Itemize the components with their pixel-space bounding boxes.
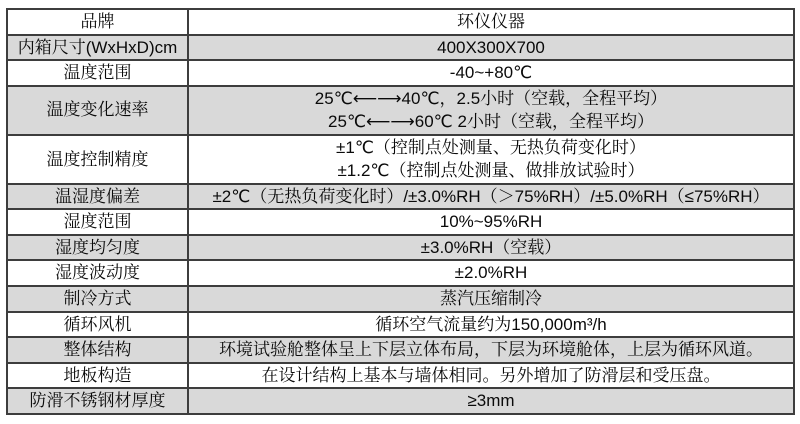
table-row bbox=[7, 184, 794, 210]
spec-value-line: ±3.0%RH（空载） bbox=[420, 237, 562, 257]
table-row bbox=[7, 86, 794, 135]
spec-value-line: 在设计结构上基本与墙体相同。另外增加了防滑层和受压盘。 bbox=[261, 365, 721, 385]
spec-label: 防滑不锈钢材厚度 bbox=[7, 388, 188, 414]
spec-value-line: 10%~95%RH bbox=[439, 212, 543, 232]
spec-label: 循环风机 bbox=[7, 312, 188, 338]
specification-table bbox=[6, 8, 795, 415]
spec-value-line: ≥3mm bbox=[467, 391, 515, 411]
spec-value-line: 25℃⟵⟶60℃ 2小时（空载，全程平均） bbox=[328, 112, 654, 132]
table-row bbox=[7, 337, 794, 363]
spec-label: 内箱尺寸(WxHxD)cm bbox=[7, 35, 188, 61]
spec-value-line: ±1℃（控制点处测量、无热负荷变化时） bbox=[336, 137, 646, 157]
spec-value bbox=[188, 60, 794, 86]
spec-value-line: 蒸汽压缩制冷 bbox=[440, 289, 542, 309]
spec-value bbox=[188, 86, 794, 135]
spec-value-line: 环境试验舱整体呈上下层立体布局，下层为环境舱体，上层为循环风道。 bbox=[219, 340, 763, 360]
spec-value bbox=[188, 209, 794, 235]
spec-label: 品牌 bbox=[7, 9, 188, 35]
table-row bbox=[7, 35, 794, 61]
table-row bbox=[7, 363, 794, 389]
table-row bbox=[7, 9, 794, 35]
spec-label: 温度范围 bbox=[7, 60, 188, 86]
spec-label: 温度控制精度 bbox=[7, 135, 188, 184]
spec-label: 湿度范围 bbox=[7, 209, 188, 235]
specification-table-body bbox=[7, 9, 794, 414]
spec-label: 湿度波动度 bbox=[7, 260, 188, 286]
spec-value bbox=[188, 184, 794, 210]
spec-sheet bbox=[6, 8, 795, 415]
spec-label: 温度变化速率 bbox=[7, 86, 188, 135]
spec-value bbox=[188, 9, 794, 35]
table-row bbox=[7, 286, 794, 312]
spec-value bbox=[188, 363, 794, 389]
table-row bbox=[7, 135, 794, 184]
spec-value bbox=[188, 337, 794, 363]
table-row bbox=[7, 388, 794, 414]
spec-value-line: -40~+80℃ bbox=[449, 63, 533, 83]
table-row bbox=[7, 312, 794, 338]
spec-value-line: ±1.2℃（控制点处测量、做排放试验时） bbox=[337, 161, 645, 181]
spec-value bbox=[188, 312, 794, 338]
spec-value-line: 循环空气流量约为150,000m³/h bbox=[375, 314, 607, 334]
spec-value bbox=[188, 286, 794, 312]
spec-value-line: 25℃⟵⟶40℃，2.5小时（空载，全程平均） bbox=[314, 88, 668, 108]
table-row bbox=[7, 235, 794, 261]
spec-value-line: 环仪仪器 bbox=[457, 12, 525, 31]
spec-value bbox=[188, 35, 794, 61]
table-row bbox=[7, 209, 794, 235]
spec-value bbox=[188, 388, 794, 414]
spec-value-line: ±2℃（无热负荷变化时）/±3.0%RH（＞75%RH）/±5.0%RH（≤75%RH） bbox=[212, 186, 770, 206]
spec-label: 整体结构 bbox=[7, 337, 188, 363]
spec-value-line: ±2.0%RH bbox=[454, 263, 528, 283]
spec-value bbox=[188, 135, 794, 184]
spec-value bbox=[188, 260, 794, 286]
spec-value bbox=[188, 235, 794, 261]
spec-label: 制冷方式 bbox=[7, 286, 188, 312]
spec-label: 地板构造 bbox=[7, 363, 188, 389]
spec-value-line: 400X300X700 bbox=[437, 37, 545, 57]
table-row bbox=[7, 60, 794, 86]
table-row bbox=[7, 260, 794, 286]
spec-label: 湿度均匀度 bbox=[7, 235, 188, 261]
spec-label: 温湿度偏差 bbox=[7, 184, 188, 210]
